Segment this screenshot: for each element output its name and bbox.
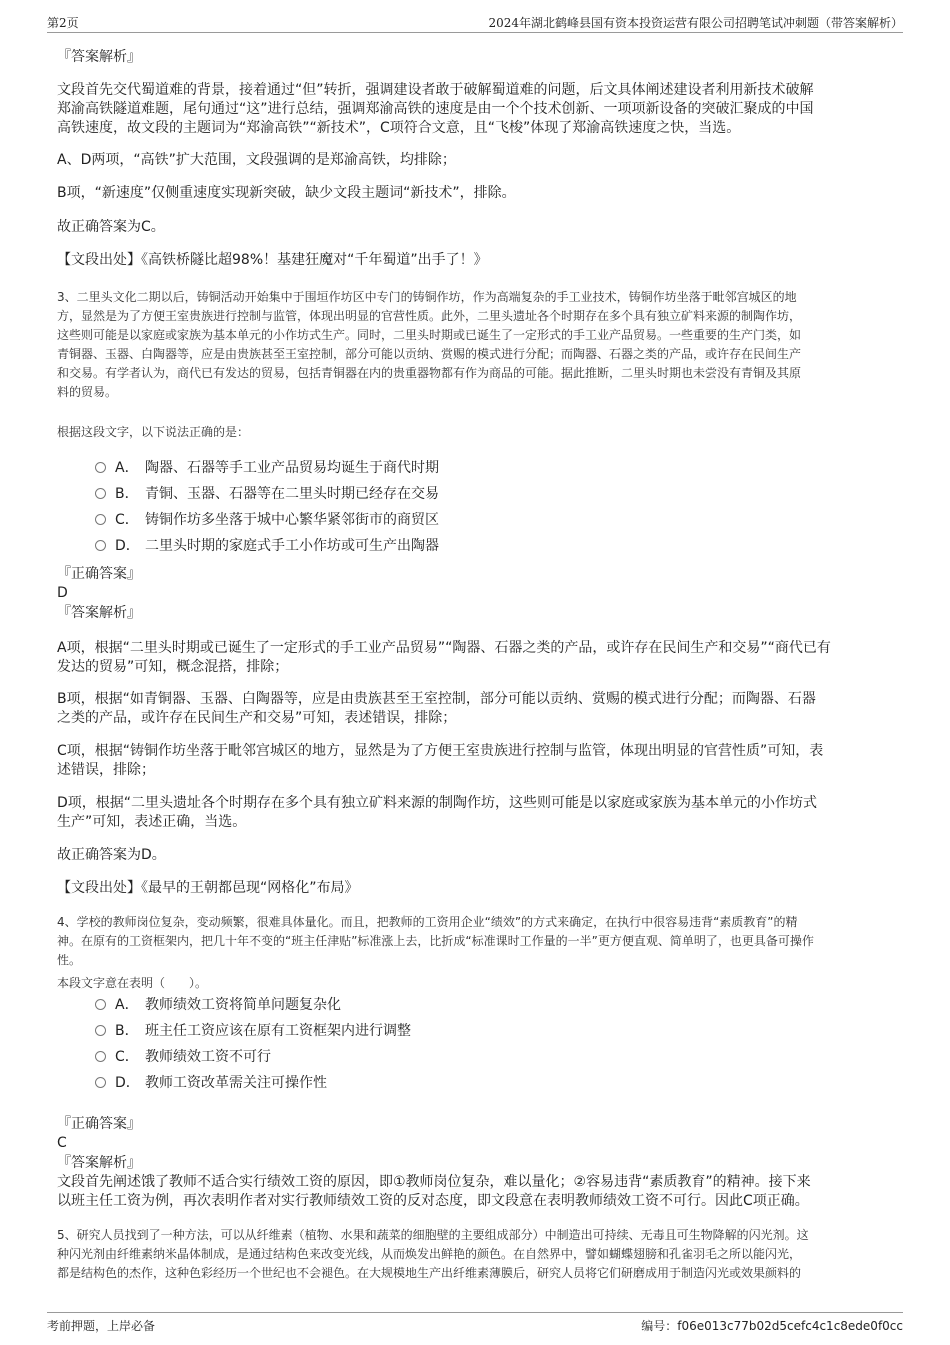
analysis-line: 之类的产品，或许存在民间生产和交易”可知，表述错误，排除；	[57, 710, 457, 726]
radio-icon[interactable]	[95, 462, 106, 473]
question-line: 种闪光剂由纤维素纳米晶体制成，是通过结构色来改变光线，从而焕发出鲜艳的颜色。在自然界中，譬如蝴蝶翅膀和孔雀羽毛之所以能闪光，	[57, 1247, 802, 1261]
question-line: 神。在原有的工资框架内，把几十年不变的“班主任津贴”标准涨上去，比折成“标准课时工作量的一半”更方便直观、简单明了，也更具备可操作	[57, 934, 814, 948]
radio-icon[interactable]	[95, 1051, 106, 1062]
question-line: 4、学校的教师岗位复杂，变动频繁，很难具体量化。而且，把教师的工资用企业“绩效”的方式来确定，在执行中很容易违背“素质教育”的精	[57, 915, 798, 929]
analysis-line: 以班主任工资为例，再次表明作者对实行教师绩效工资的反对态度，即文段意在表明教师绩效工资不可行。因此C项正确。	[57, 1193, 809, 1209]
option-text: 教师绩效工资不可行	[145, 1049, 271, 1065]
document-title: 2024年湖北鹤峰县国有资本投资运营有限公司招聘笔试冲刺题（带答案解析）	[488, 16, 903, 30]
conclusion: 故正确答案为D。	[57, 847, 166, 863]
option-key: D．	[115, 1075, 140, 1091]
analysis-line: 生产”可知，表述正确，当选。	[57, 814, 247, 830]
option-text: 班主任工资应该在原有工资框架内进行调整	[145, 1023, 411, 1039]
analysis-paragraph	[57, 1173, 897, 1211]
option-a[interactable]	[95, 457, 439, 479]
radio-icon[interactable]	[95, 540, 106, 551]
analysis-label: 『答案解析』	[57, 49, 141, 65]
option-key: D．	[115, 538, 140, 554]
question-line: 料的贸易。	[57, 385, 118, 399]
question-4-text	[57, 913, 897, 970]
question-line: 性。	[57, 953, 82, 967]
analysis-line: 文段首先交代蜀道难的背景，接着通过“但”转折，强调建设者敢于破解蜀道难的问题，后文具体阐述建设者利用新技术破解	[57, 82, 814, 98]
option-text: 教师工资改革需关注可操作性	[145, 1075, 327, 1091]
option-key: C．	[115, 1049, 139, 1065]
question-line: 都是结构色的杰作，这种色彩经历一个世纪也不会褪色。在大规模地生产出纤维素薄膜后，研究人员将它们研磨成用于制造闪光或效果颜料的	[57, 1266, 802, 1280]
analysis-label: 『答案解析』	[57, 1155, 141, 1171]
analysis-line: B项，根据“如青铜器、玉器、白陶器等，应是由贵族甚至王室控制，部分可能以贡纳、赏赐的模式进行分配；而陶器、石器	[57, 691, 816, 707]
answer-value: C	[57, 1135, 67, 1151]
analysis-line: 述错误，排除；	[57, 762, 155, 778]
page-header	[47, 10, 903, 33]
analysis-line: 文段首先阐述饿了教师不适合实行绩效工资的原因，即①教师岗位复杂，难以量化；②容易违背“素质教育”的精神。接下来	[57, 1174, 811, 1190]
analysis-line: B项，“新速度”仅侧重速度实现新突破，缺少文段主题词“新技术”，排除。	[57, 185, 516, 201]
radio-icon[interactable]	[95, 1025, 106, 1036]
option-key: A．	[115, 460, 139, 476]
question-prompt: 根据这段文字，以下说法正确的是：	[57, 425, 250, 439]
answer-label: 『正确答案』	[57, 566, 141, 582]
option-b[interactable]	[95, 1020, 411, 1042]
analysis-line: C项，根据“铸铜作坊坐落于毗邻宫城区的地方，显然是为了方便王室贵族进行控制与监管，体现出明显的官营性质”可知，表	[57, 743, 824, 759]
question-line: 这些则可能是以家庭或家族为基本单元的小作坊式生产。同时，二里头时期或已诞生了一定形式的手工业产品贸易。一些重要的生产门类，如	[57, 328, 802, 342]
analysis-label: 『答案解析』	[57, 605, 141, 621]
source-citation: 【文段出处】《最早的王朝都邑现“网格化”布局》	[57, 880, 359, 896]
analysis-paragraph	[57, 81, 897, 138]
option-key: A．	[115, 997, 139, 1013]
analysis-line: A、D两项，“高铁”扩大范围，文段强调的是郑渝高铁，均排除；	[57, 152, 456, 168]
option-text: 青铜、玉器、石器等在二里头时期已经存在交易	[145, 486, 439, 502]
analysis-option-a	[57, 639, 897, 677]
option-text: 二里头时期的家庭式手工小作坊或可生产出陶器	[145, 538, 439, 554]
option-a[interactable]	[95, 994, 341, 1016]
answer-label: 『正确答案』	[57, 1116, 141, 1132]
option-text: 陶器、石器等手工业产品贸易均诞生于商代时期	[145, 460, 439, 476]
question-3-text	[57, 288, 897, 402]
analysis-line: 郑渝高铁隧道难题，尾句通过“这”进行总结，强调郑渝高铁的速度是由一个个技术创新、一项项新设备的突破汇聚成的中国	[57, 101, 814, 117]
analysis-option-d	[57, 794, 897, 832]
radio-icon[interactable]	[95, 999, 106, 1010]
option-c[interactable]	[95, 509, 439, 531]
option-b[interactable]	[95, 483, 439, 505]
option-text: 教师绩效工资将简单问题复杂化	[145, 997, 341, 1013]
page-footer	[47, 1312, 903, 1333]
footer-slogan: 考前押题，上岸必备	[47, 1319, 156, 1333]
option-text: 铸铜作坊多坐落于城中心繁华紧邻街市的商贸区	[145, 512, 439, 528]
question-line: 5、研究人员找到了一种方法，可以从纤维素（植物、水果和蔬菜的细胞壁的主要组成部分）中制造出可持续、无毒且可生物降解的闪光剂。这	[57, 1228, 809, 1242]
question-line: 和交易。有学者认为，商代已有发达的贸易，包括青铜器在内的贵重器物都有作为商品的可能。据此推断，二里头时期也未尝没有青铜及其原	[57, 366, 802, 380]
question-prompt: 本段文字意在表明（ ）。	[57, 976, 208, 990]
analysis-line: 发达的贸易”可知，概念混搭，排除；	[57, 659, 289, 675]
question-line: 3、二里头文化二期以后，铸铜活动开始集中于围垣作坊区中专门的铸铜作坊，作为高端复杂的手工业技术，铸铜作坊坐落于毗邻宫城区的地	[57, 290, 797, 304]
radio-icon[interactable]	[95, 514, 106, 525]
question-line: 青铜器、玉器、白陶器等，应是由贵族甚至王室控制，部分可能以贡纳、赏赐的模式进行分配；而陶器、石器之类的产品，或许存在民间生产	[57, 347, 802, 361]
option-d[interactable]	[95, 1072, 327, 1094]
option-key: C．	[115, 512, 139, 528]
source-citation: 【文段出处】《高铁桥隧比超98%！基建狂魔对“千年蜀道”出手了！》	[57, 252, 488, 268]
document-id: 编号：f06e013c77b02d5cefc4c1c8ede0f0cc	[641, 1319, 903, 1333]
analysis-line: A项，根据“二里头时期或已诞生了一定形式的手工业产品贸易”“陶器、石器之类的产品，或许存在民间生产和交易”“商代已有	[57, 640, 831, 656]
answer-value: D	[57, 585, 68, 601]
analysis-option-c	[57, 742, 897, 780]
page-number: 第2页	[47, 16, 79, 30]
conclusion: 故正确答案为C。	[57, 219, 165, 235]
option-c[interactable]	[95, 1046, 271, 1068]
radio-icon[interactable]	[95, 488, 106, 499]
question-5-text	[57, 1226, 897, 1283]
analysis-line: 高铁速度，故文段的主题词为“郑渝高铁”“新技术”，C项符合文意，且“飞梭”体现了郑渝高铁速度之快，当选。	[57, 120, 741, 136]
option-d[interactable]	[95, 535, 439, 557]
analysis-option-b	[57, 690, 897, 728]
option-key: B．	[115, 486, 139, 502]
radio-icon[interactable]	[95, 1077, 106, 1088]
question-line: 方，显然是为了方便王室贵族进行控制与监管，体现出明显的官营性质。此外，二里头遗址各个时期存在多个具有独立矿料来源的制陶作坊，	[57, 309, 802, 323]
analysis-line: D项，根据“二里头遗址各个时期存在多个具有独立矿料来源的制陶作坊，这些则可能是以家庭或家族为基本单元的小作坊式	[57, 795, 818, 811]
option-key: B．	[115, 1023, 139, 1039]
